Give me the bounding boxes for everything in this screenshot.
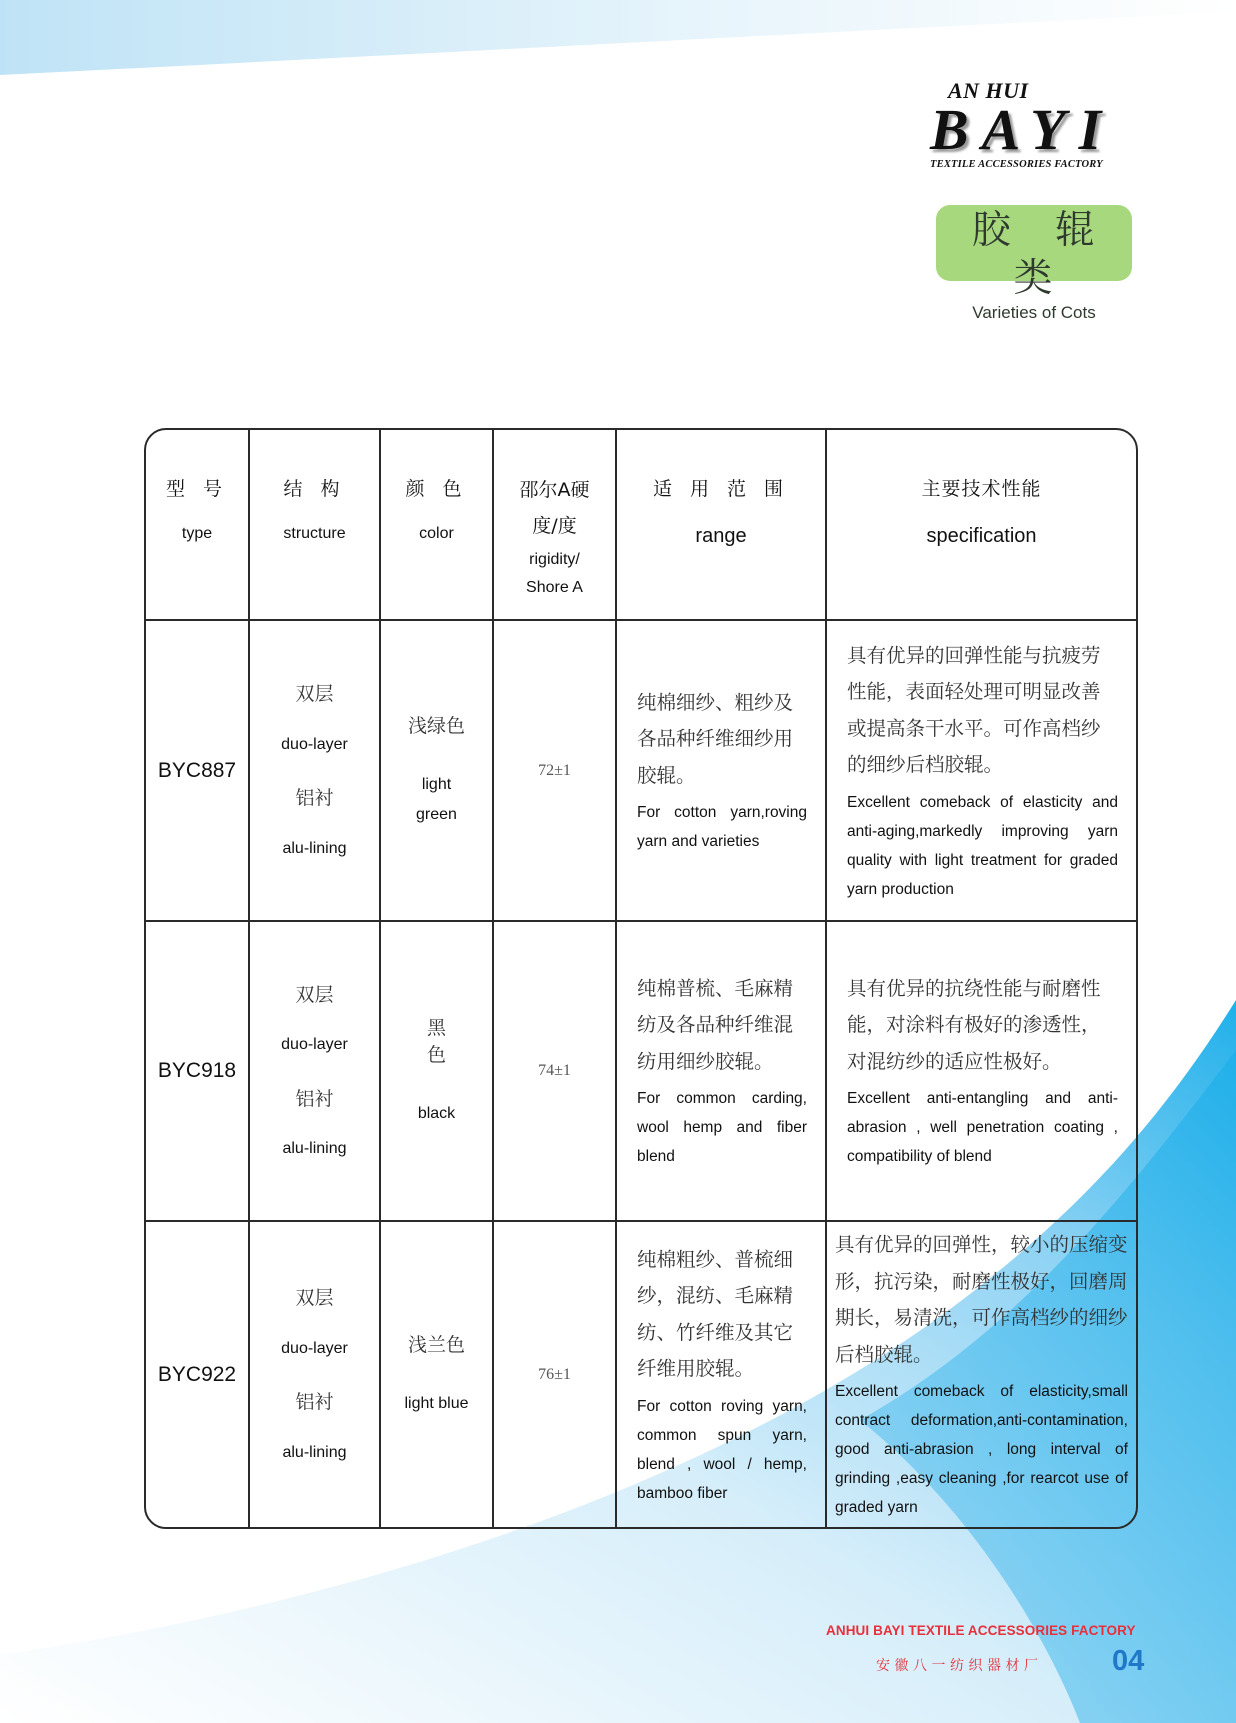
structure-cn-1: 双层 xyxy=(295,983,334,1006)
header-structure xyxy=(250,430,381,621)
page-number: 04 xyxy=(1112,1645,1145,1677)
row-structure xyxy=(250,621,381,922)
header-rigidity-en: rigidity/ Shore A xyxy=(526,551,583,596)
spec-cn: 具有优异的抗绕性能与耐磨性能，对涂料有极好的渗透性，对混纺纱的适应性极好。 xyxy=(847,976,1101,1073)
spec-cn: 具有优异的回弹性能与抗疲劳性能，表面轻处理可明显改善或提高条干水平。可作高档纱的细纱后档胶辊。 xyxy=(847,643,1101,776)
row-rigidity: 72±1 xyxy=(494,621,617,922)
row-type: BYC922 xyxy=(146,1222,250,1527)
range-cn: 纯棉粗纱、普梳细纱，混纺、毛麻精纺、竹纤维及其它纤维用胶辊。 xyxy=(637,1247,794,1380)
header-structure-en: structure xyxy=(283,525,346,542)
color-en: black xyxy=(417,1105,456,1122)
row-type: BYC887 xyxy=(146,621,250,922)
header-type-cn: 型 号 xyxy=(165,478,229,500)
color-cn: 浅绿色 xyxy=(407,715,465,737)
range-en: For cotton yarn,roving yarn and varieties xyxy=(637,804,807,851)
row-rigidity: 76±1 xyxy=(494,1222,617,1527)
row-specification xyxy=(827,621,1136,922)
structure-cn-1: 双层 xyxy=(295,1287,334,1309)
row-color xyxy=(381,621,494,922)
footer-company-en: ANHUI BAYI TEXTILE ACCESSORIES FACTORY xyxy=(826,1623,1136,1638)
header-structure-cn: 结 构 xyxy=(283,478,346,500)
footer-company-cn: 安徽八一纺织器材厂 xyxy=(876,1658,1043,1674)
range-en: For cotton roving yarn, common spun yarn, blend , wool / hemp, bamboo fiber xyxy=(637,1397,807,1502)
range-en: For common carding, wool hemp and fiber blend xyxy=(637,1090,807,1166)
structure-cn-2: 铝衬 xyxy=(295,1087,334,1110)
row-specification xyxy=(827,922,1136,1222)
structure-en-1: duo-layer xyxy=(281,1036,348,1053)
header-color xyxy=(381,430,494,621)
category-title-cn: 胶 辊 类 xyxy=(971,208,1111,301)
color-cn: 浅兰色 xyxy=(407,1334,465,1356)
structure-en-2: alu-lining xyxy=(282,1140,347,1157)
spec-en: Excellent comeback of elasticity,small contract deformation,anti-contamination, good anti-abrasion , long interval of grinding ,easy cleaning ,for rearcot use of graded yarn xyxy=(835,1383,1128,1516)
row-color xyxy=(381,922,494,1222)
header-type xyxy=(146,430,250,621)
structure-cn-2: 铝衬 xyxy=(295,1391,334,1413)
row-color xyxy=(381,1222,494,1527)
row-specification xyxy=(827,1222,1136,1527)
header-color-cn: 颜 色 xyxy=(405,478,468,500)
brand-name: BAYI xyxy=(930,97,1115,162)
header-rigidity xyxy=(494,430,617,621)
color-en: light green xyxy=(416,776,457,823)
spec-en: Excellent comeback of elasticity and anti-aging,markedly improving yarn quality with light treatment for graded yarn production xyxy=(847,793,1118,898)
header-color-en: color xyxy=(419,525,454,542)
header-type-en: type xyxy=(181,525,213,542)
header-specification xyxy=(827,430,1136,621)
structure-cn-1: 双层 xyxy=(295,683,334,705)
header-specification-cn: 主要技术性能 xyxy=(921,478,1042,500)
brand-logo xyxy=(930,80,1140,172)
row-range xyxy=(617,621,827,922)
structure-en-2: alu-lining xyxy=(282,839,347,857)
row-structure xyxy=(250,922,381,1222)
structure-en-2: alu-lining xyxy=(282,1443,347,1461)
brand-region: AN HUI xyxy=(948,78,1029,103)
structure-en-1: duo-layer xyxy=(281,1339,348,1357)
row-structure xyxy=(250,1222,381,1527)
row-range xyxy=(617,922,827,1222)
header-range-cn: 适 用 范 围 xyxy=(652,478,790,500)
structure-en-1: duo-layer xyxy=(281,735,348,753)
range-cn: 纯棉普梳、毛麻精纺及各品种纤维混纺用细纱胶辊。 xyxy=(637,976,794,1073)
category-badge xyxy=(936,205,1132,322)
spec-cn: 具有优异的回弹性，较小的压缩变形，抗污染，耐磨性极好，回磨周期长，易清洗，可作高档纱的细纱后档胶辊。 xyxy=(835,1233,1128,1366)
brand-tagline: TEXTILE ACCESSORIES FACTORY xyxy=(930,159,1103,170)
range-cn: 纯棉细纱、粗纱及各品种纤维细纱用胶辊。 xyxy=(637,690,794,787)
spec-en: Excellent anti-entangling and anti-abrasion , well penetration coating , compatibility of blend xyxy=(847,1090,1118,1166)
row-range xyxy=(617,1222,827,1527)
category-title-en: Varieties of Cots xyxy=(972,303,1096,322)
structure-cn-2: 铝衬 xyxy=(295,787,334,809)
header-range-en: range xyxy=(695,525,747,547)
color-en: light blue xyxy=(404,1395,469,1412)
spec-table xyxy=(144,428,1138,1529)
row-rigidity: 74±1 xyxy=(494,922,617,1222)
row-type: BYC918 xyxy=(146,922,250,1222)
color-cn: 黑 色 xyxy=(426,1017,466,1066)
header-range xyxy=(617,430,827,621)
header-specification-en: specification xyxy=(926,525,1037,547)
header-rigidity-cn: 邵尔A硬度/度 xyxy=(519,479,590,537)
